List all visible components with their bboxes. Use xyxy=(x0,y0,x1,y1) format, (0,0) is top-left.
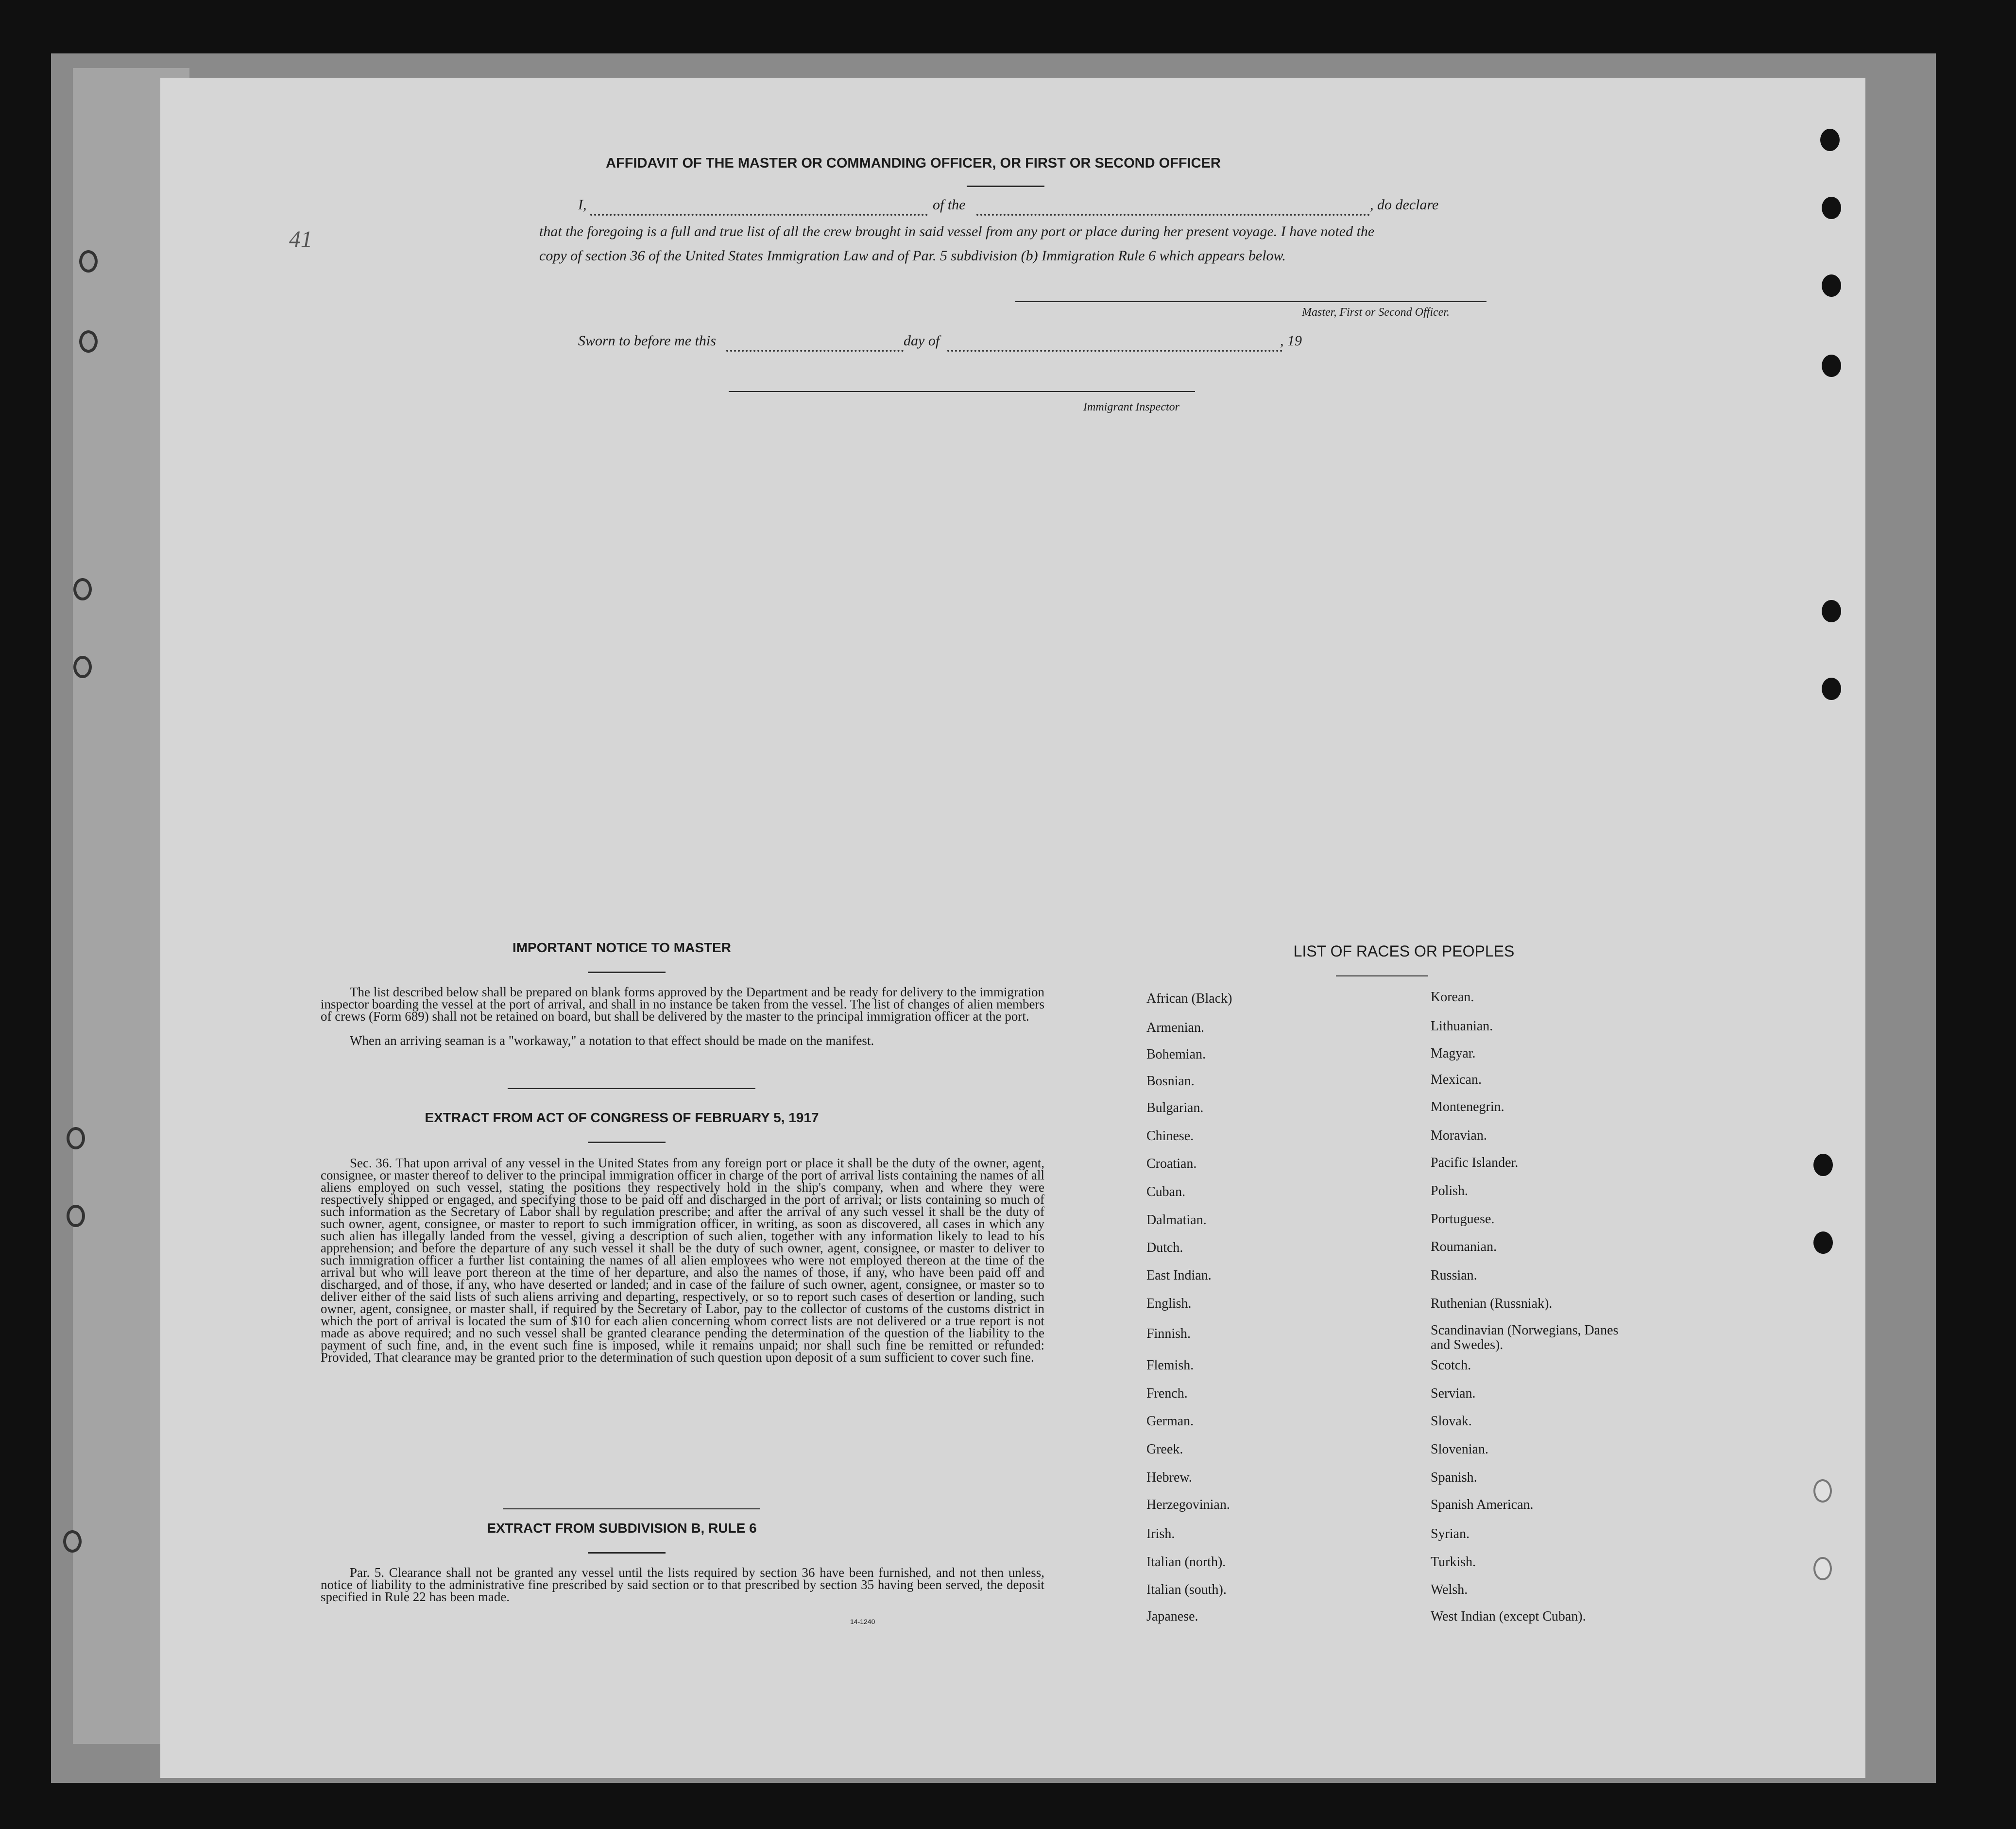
race-item: Magyar. xyxy=(1431,1046,1476,1061)
binder-hole xyxy=(73,578,92,600)
race-item: Roumanian. xyxy=(1431,1239,1497,1254)
race-item: Hebrew. xyxy=(1146,1470,1192,1485)
affidavit-text-line: that the foregoing is a full and true list of all the crew brought in said vessel from any port or place during her present voyage. I have noted the xyxy=(539,223,1375,239)
race-item: Japanese. xyxy=(1146,1609,1198,1624)
race-item: English. xyxy=(1146,1296,1192,1311)
section-divider xyxy=(508,1088,755,1089)
inspector-caption: Immigrant Inspector xyxy=(1083,401,1179,413)
section-divider xyxy=(588,1552,666,1554)
act-extract-body: Sec. 36. That upon arrival of any vessel in the United States from any foreign port or place it shall be the duty of the owner, agent, consignee, or master thereof to deliver to the principal immigration officer in charge of the port of arrival lists containing the names of all aliens employed on such vessel, stating the positions they respectively hold in the ship's company, when and where they were respectively shipped or engaged, and specifying those to be paid off and discharged in the port of arrival; or lists containing so much of such information as the Secretary of Labor shall by regulation prescribe; and after the arrival of any such vessel it shall be the duty of such owner, agent, consignee, or master to report to such immigration officer, in writing, as soon as discovered, all cases in which any such alien has illegally landed from the vessel, giving a description of such alien, together with any information likely to lead to his apprehension; and before the departure of any such vessel it shall be the duty of such owner, agent, consignee, or master to deliver to such immigration officer a further list containing the names of all alien employees who were not employed thereon at the time of the arrival but who will leave port thereon at the time of her departure, and also the names of those, if any, who have been paid off and discharged, and of those, if any, who have deserted or landed; and in case of the failure of such owner, agent, consignee, or master so to deliver either of the said lists of such aliens arriving and departing, respectively, or so to report such cases of desertion or landing, such owner, agent, consignee, or master shall, if required by the Secretary of Labor, pay to the collector of customs of the customs district in which the port of arrival is located the sum of $10 for each alien concerning whom correct lists are not delivered or a true report is not made as above required; and no such vessel shall be granted clearance pending the determination of the question of the liability to the payment of such fine, and, in the event such fine is imposed, while it remains unpaid; nor shall such fine be remitted or refunded: Provided, That clearance may be granted prior to the determination of such question upon deposit of a sum sufficient to cover such fine. xyxy=(321,1156,1044,1365)
race-item: Chinese. xyxy=(1146,1128,1194,1144)
binder-hole xyxy=(1822,678,1841,700)
affidavit-text-line: copy of section 36 of the United States Immigration Law and of Par. 5 subdivision (b) Immigration Rule 6 which appears below. xyxy=(539,248,1286,264)
race-item: Flemish. xyxy=(1146,1358,1194,1373)
day-of-label: day of xyxy=(904,333,940,349)
race-item: Armenian. xyxy=(1146,1020,1204,1035)
race-item: Cuban. xyxy=(1146,1184,1186,1199)
race-item: Irish. xyxy=(1146,1526,1175,1541)
binder-hole xyxy=(1813,1479,1832,1503)
binder-hole xyxy=(1822,274,1841,297)
binder-hole xyxy=(73,656,92,678)
race-item: Italian (south). xyxy=(1146,1582,1227,1597)
race-item: Croatian. xyxy=(1146,1156,1197,1171)
race-item: Montenegrin. xyxy=(1431,1099,1504,1114)
race-item: Slovenian. xyxy=(1431,1442,1488,1457)
sworn-label: Sworn to before me this xyxy=(578,333,716,349)
race-item: Ruthenian (Russniak). xyxy=(1431,1296,1553,1311)
binder-hole xyxy=(1820,129,1840,151)
race-item: Servian. xyxy=(1431,1386,1476,1401)
section-divider xyxy=(588,972,666,973)
act-extract-title: EXTRACT FROM ACT OF CONGRESS OF FEBRUARY 5, 1917 xyxy=(425,1110,819,1125)
race-item: Lithuanian. xyxy=(1431,1019,1493,1034)
master-signature-caption: Master, First or Second Officer. xyxy=(1302,306,1450,319)
title-divider xyxy=(967,186,1044,187)
race-item: Bohemian. xyxy=(1146,1047,1206,1062)
binder-hole xyxy=(1822,197,1841,219)
binder-hole xyxy=(1813,1557,1832,1580)
race-item: Herzegovinian. xyxy=(1146,1497,1230,1512)
race-item: Bulgarian. xyxy=(1146,1100,1204,1115)
binder-hole xyxy=(63,1530,82,1553)
year-label: , 19 xyxy=(1280,333,1302,349)
name-blank[interactable] xyxy=(590,214,928,216)
affidavit-i-label: I, xyxy=(578,197,587,213)
notice-title: IMPORTANT NOTICE TO MASTER xyxy=(512,940,732,955)
vessel-name-blank[interactable] xyxy=(976,214,1370,216)
race-item: Greek. xyxy=(1146,1442,1183,1457)
margin-mark: 41 xyxy=(289,226,312,252)
sworn-day-blank[interactable] xyxy=(726,350,904,352)
race-item: Turkish. xyxy=(1431,1555,1476,1570)
affidavit-of-the-label: of the xyxy=(933,197,966,213)
notice-body: The list described below shall be prepared on blank forms approved by the Department and be ready for delivery to the immigration inspector boarding the vessel at the port of arrival, and shall in no instance be taken from the vessel. The list of changes of alien members of crews (Form 689) shall not be retained on board, but shall be delivered by the master to the principal immigration officer at the port. xyxy=(321,985,1044,1024)
race-item: Scotch. xyxy=(1431,1358,1471,1373)
sworn-month-blank[interactable] xyxy=(947,350,1282,352)
form-number: 14-1240 xyxy=(850,1618,875,1625)
binder-hole xyxy=(1813,1231,1833,1254)
race-item: Spanish. xyxy=(1431,1470,1477,1485)
race-item: Moravian. xyxy=(1431,1128,1487,1143)
race-item: German. xyxy=(1146,1414,1194,1429)
inspector-signature-line[interactable] xyxy=(729,391,1195,392)
race-item: Polish. xyxy=(1431,1183,1469,1198)
binder-hole xyxy=(1822,355,1841,377)
binder-hole xyxy=(67,1127,85,1149)
race-item: African (Black) xyxy=(1146,991,1232,1006)
race-item: Russian. xyxy=(1431,1268,1477,1283)
affidavit-title: AFFIDAVIT OF THE MASTER OR COMMANDING OFFICER, OR FIRST OR SECOND OFFICER xyxy=(606,155,1221,171)
section-divider xyxy=(503,1508,760,1509)
race-item: Korean. xyxy=(1431,990,1474,1005)
race-item: Dutch. xyxy=(1146,1240,1183,1255)
race-item: Dalmatian. xyxy=(1146,1213,1207,1228)
section-divider xyxy=(1336,975,1428,976)
race-item: Welsh. xyxy=(1431,1582,1468,1597)
race-item: Portuguese. xyxy=(1431,1212,1495,1227)
race-item: Mexican. xyxy=(1431,1072,1482,1087)
race-item: Finnish. xyxy=(1146,1326,1191,1341)
rule-extract-title: EXTRACT FROM SUBDIVISION B, RULE 6 xyxy=(487,1521,757,1536)
notice-body-workaway: When an arriving seaman is a "workaway," a notation to that effect should be made on the manifest. xyxy=(350,1033,874,1048)
race-item: Italian (north). xyxy=(1146,1555,1226,1570)
binder-hole xyxy=(1822,600,1841,622)
race-item: Spanish American. xyxy=(1431,1497,1534,1512)
race-item: Slovak. xyxy=(1431,1414,1472,1429)
race-item: Scandinavian (Norwegians, Danes and Swedes). xyxy=(1431,1323,1619,1352)
binder-hole xyxy=(79,330,98,353)
race-item: West Indian (except Cuban). xyxy=(1431,1609,1586,1624)
binder-hole xyxy=(1813,1154,1833,1176)
race-item: Syrian. xyxy=(1431,1526,1470,1541)
races-title: LIST OF RACES OR PEOPLES xyxy=(1293,942,1515,960)
race-item: French. xyxy=(1146,1386,1188,1401)
rule-extract-body: Par. 5. Clearance shall not be granted any vessel until the lists required by section 36 have been furnished, and not then unless, notice of liability to the administrative fine prescribed by said section or to that prescribed by section 35 having been served, the deposit specified in Rule 22 has been made. xyxy=(321,1565,1044,1604)
document-page xyxy=(160,78,1865,1778)
race-item: Pacific Islander. xyxy=(1431,1155,1519,1170)
affidavit-declare-label: , do declare xyxy=(1370,197,1439,213)
race-item: Bosnian. xyxy=(1146,1074,1195,1089)
section-divider xyxy=(588,1142,666,1143)
binder-hole xyxy=(67,1205,85,1227)
race-item: East Indian. xyxy=(1146,1268,1212,1283)
master-signature-line[interactable] xyxy=(1015,301,1486,302)
binder-hole xyxy=(79,250,98,273)
